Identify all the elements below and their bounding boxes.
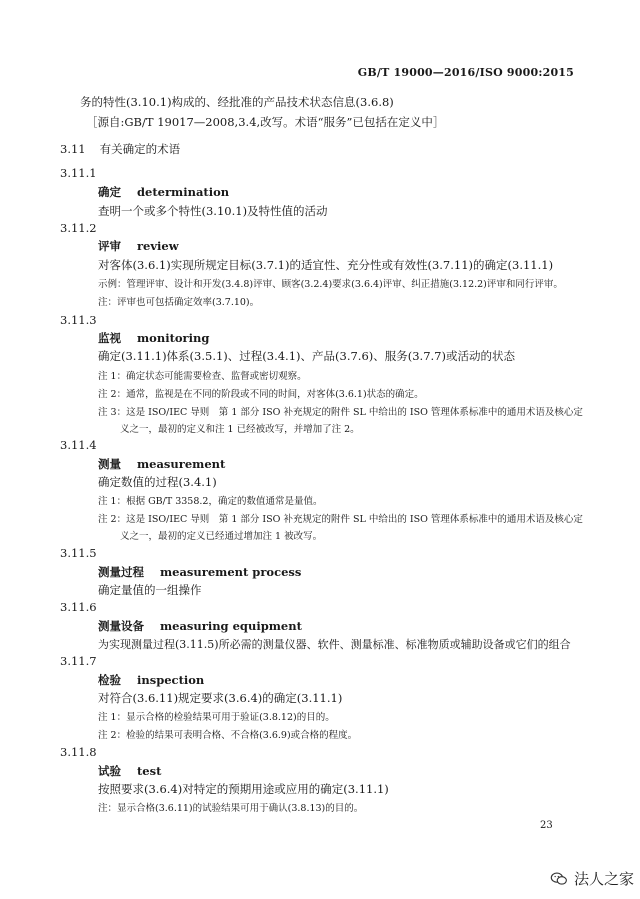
page-number: 23 [540,820,553,831]
entry-number: 3.11.5 [60,546,97,560]
entry-number: 3.11.8 [60,745,97,759]
term-en: test [137,764,162,778]
term-heading [98,184,229,200]
watermark [550,868,634,889]
term-note: 注 2：检验的结果可表明合格、不合格(3.6.9)或合格的程度。 [98,730,358,741]
term-en: measuring equipment [160,619,302,633]
section-title: 有关确定的术语 [99,142,181,156]
standard-header: GB/T 19000—2016/ISO 9000:2015 [357,66,574,79]
continued-definition: 务的特性(3.10.1)构成的、经批准的产品技术状态信息(3.6.8) [80,95,394,109]
term-definition: 对客体(3.6.1)实现所规定目标(3.7.1)的适宜性、充分性或有效性(3.7.11)的确定(3.11.1) [98,258,554,272]
term-definition: 确定量值的一组操作 [98,583,202,597]
entry-number: 3.11.7 [60,654,97,668]
entry-number: 3.11.1 [60,166,97,180]
term-zh: 监视 [98,331,121,345]
wechat-icon [550,872,568,886]
term-note-continuation: 义之一，最初的定义已经通过增加注 1 被改写。 [120,531,323,542]
term-note: 注：显示合格(3.6.11)的试验结果可用于确认(3.8.13)的目的。 [98,803,364,814]
term-en: measurement [137,457,226,471]
term-note-continuation: 义之一，最初的定义和注 1 已经被改写，并增加了注 2。 [120,424,360,435]
section-heading [60,141,180,157]
source-note: ［源自:GB/T 19017—2008,3.4,改写。术语“服务”已包括在定义中］ [86,115,445,129]
watermark-text: 法人之家 [574,870,635,888]
term-definition: 为实现测量过程(3.11.5)所必需的测量仪器、软件、测量标准、标准物质或辅助设备或它们的组合 [98,638,571,651]
term-definition: 按照要求(3.6.4)对特定的预期用途或应用的确定(3.11.1) [98,782,389,796]
term-heading [98,618,302,634]
term-zh: 测量过程 [98,565,144,579]
term-definition: 确定数值的过程(3.4.1) [98,475,217,489]
term-en: review [137,239,179,253]
term-note: 注 1：显示合格的检验结果可用于验证(3.8.12)的目的。 [98,712,335,723]
entry-number: 3.11.3 [60,313,97,327]
entry-number: 3.11.2 [60,221,97,235]
term-heading [98,672,204,688]
term-zh: 评审 [98,239,121,253]
term-note: 注 1：根据 GB/T 3358.2，确定的数值通常是量值。 [98,496,323,507]
term-en: determination [137,185,230,199]
entry-number: 3.11.6 [60,600,97,614]
term-note: 注 1：确定状态可能需要检查、监督或密切观察。 [98,371,307,382]
term-heading [98,564,301,580]
term-zh: 试验 [98,764,121,778]
term-note: 注 2：这是 ISO/IEC 导则 第 1 部分 ISO 补充规定的附件 SL 中给出的 ISO 管理体系标准中的通用术语及核心定 [98,514,583,525]
term-en: monitoring [137,331,210,345]
term-heading [98,763,161,779]
term-definition: 对符合(3.6.11)规定要求(3.6.4)的确定(3.11.1) [98,691,343,705]
term-zh: 确定 [98,185,121,199]
term-note: 注 3：这是 ISO/IEC 导则 第 1 部分 ISO 补充规定的附件 SL 中给出的 ISO 管理体系标准中的通用术语及核心定 [98,407,583,418]
term-zh: 测量设备 [98,619,144,633]
section-number: 3.11 [60,142,86,156]
term-note: 示例：管理评审、设计和开发(3.4.8)评审、顾客(3.2.4)要求(3.6.4)评审、纠正措施(3.12.2)评审和同行评审。 [98,279,563,290]
term-heading [98,238,179,254]
term-definition: 查明一个或多个特性(3.10.1)及特性值的活动 [98,204,328,218]
term-note: 注：评审也可包括确定效率(3.7.10)。 [98,297,260,308]
term-heading [98,456,225,472]
entry-number: 3.11.4 [60,438,97,452]
term-zh: 检验 [98,673,121,687]
term-en: inspection [137,673,205,687]
term-note: 注 2：通常，监视是在不同的阶段或不同的时间，对客体(3.6.1)状态的确定。 [98,389,424,400]
term-definition: 确定(3.11.1)体系(3.5.1)、过程(3.4.1)、产品(3.7.6)、服务(3.7.7)或活动的状态 [98,349,515,363]
term-heading [98,330,209,346]
term-en: measurement process [160,565,302,579]
term-zh: 测量 [98,457,121,471]
